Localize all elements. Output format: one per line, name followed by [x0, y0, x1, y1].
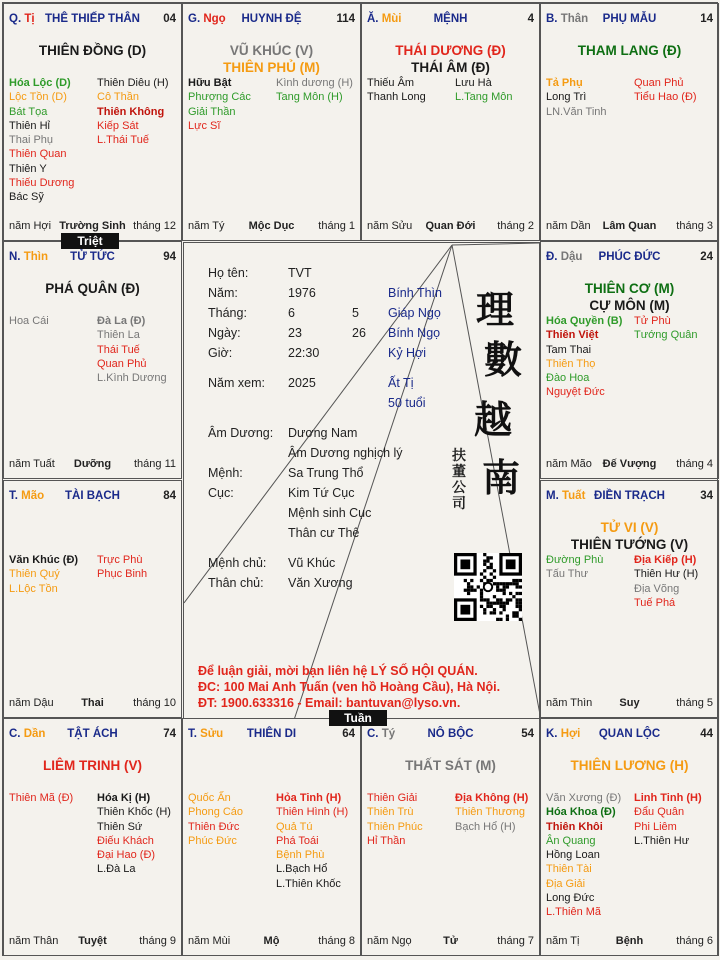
palace-position: T. Sửu: [188, 728, 224, 740]
palace-footer: [9, 697, 176, 711]
palace-position: C. Tý: [367, 728, 396, 740]
minor-star: Thái Tuế: [97, 343, 140, 356]
minor-star: Thiếu Dương: [9, 177, 75, 190]
footer-stage: Tuyệt: [78, 935, 107, 947]
info-canchi: Bính Ngọ: [388, 326, 441, 340]
palace-footer: [546, 697, 713, 711]
footer-stage: Dưỡng: [73, 458, 112, 470]
footer-stage: Lâm Quan: [602, 220, 657, 232]
palace-name: HUYNH ĐỆ: [241, 13, 302, 25]
palace-name: TỬ TỨC: [70, 251, 115, 263]
minor-stars-left: [367, 76, 426, 105]
palace-cell: [540, 480, 719, 718]
palace-footer: [367, 935, 534, 949]
palace-header: [546, 490, 713, 504]
footer-stage: Suy: [619, 697, 640, 709]
minor-star: Quả Tú: [276, 820, 313, 833]
palace-header: [9, 728, 176, 742]
main-star: VŨ KHÚC (V): [229, 43, 314, 58]
info-value: 22:30: [288, 346, 320, 360]
footer-stage: Đế Vượng: [602, 458, 657, 470]
amduong-note: Âm Dương nghịch lý: [288, 446, 403, 460]
footer-month: tháng 1: [318, 220, 355, 232]
palace-number: 114: [336, 13, 355, 25]
minor-star: Bác Sỹ: [9, 191, 44, 204]
main-stars: [183, 42, 360, 76]
minor-star: Bệnh Phù: [276, 849, 325, 862]
amduong-label: Âm Dương:: [208, 426, 274, 440]
menhchu-value: Vũ Khúc: [288, 556, 336, 570]
minor-star: Phong Cáo: [188, 806, 244, 819]
palace-footer: [9, 935, 176, 949]
minor-star: Thiên Phúc: [367, 820, 423, 833]
palace-name: TÀI BẠCH: [65, 490, 120, 502]
main-star: THIÊN LƯƠNG (H): [570, 758, 689, 773]
palace-name: QUAN LỘC: [598, 728, 661, 740]
minor-star: Tuế Phá: [634, 596, 676, 609]
main-star: THIÊN CƠ (M): [584, 281, 675, 296]
minor-stars-left: [9, 553, 78, 596]
palace-footer: [188, 220, 355, 234]
namxem-label: Năm xem:: [208, 376, 265, 390]
cuc-label: Cục:: [208, 486, 234, 500]
minor-star: Thai Phụ: [9, 134, 54, 147]
main-star: CỰ MÔN (M): [589, 298, 670, 313]
minor-star: L.Thiên Mã: [546, 906, 602, 919]
minor-star: Thiên Y: [9, 162, 47, 175]
footer-year: năm Thìn: [546, 697, 593, 709]
palace-cell: [361, 3, 540, 241]
minor-star: Hỏa Tinh (H): [276, 792, 342, 804]
minor-star: L.Thái Tuế: [97, 134, 149, 147]
minor-star: Hữu Bật: [188, 77, 232, 89]
minor-star: Thiên Hình (H): [276, 806, 349, 819]
palace-number: 34: [700, 490, 713, 502]
footer-month: tháng 5: [676, 697, 713, 709]
palace-footer: [9, 220, 176, 234]
palace-number: 64: [342, 728, 355, 740]
palace-number: 74: [163, 728, 176, 740]
palace-position: N. Thìn: [9, 251, 48, 263]
minor-star: Long Trì: [546, 91, 587, 104]
minor-star: Phục Binh: [97, 568, 148, 581]
palace-number: 24: [700, 251, 713, 263]
minor-star: Thiên Đức: [188, 820, 240, 833]
main-stars: [362, 757, 539, 774]
palace-footer: [367, 220, 534, 234]
minor-stars-left: [188, 76, 251, 133]
palace-footer: [546, 220, 713, 234]
cuc-value: Kim Tứ Cục: [288, 486, 355, 500]
minor-star: Thiên Diêu (H): [97, 77, 169, 89]
palace-header: [367, 728, 534, 742]
footer-month: tháng 10: [133, 697, 176, 709]
minor-star: Tướng Quân: [634, 329, 698, 342]
palace-position: Ă. Mùi: [367, 13, 402, 25]
cuc-relation: Mệnh sinh Cục: [288, 506, 372, 520]
palace-header: [367, 13, 534, 27]
palace-number: 4: [527, 13, 534, 25]
minor-stars-right: [276, 76, 353, 105]
footer-stage: Mộc Dục: [248, 220, 295, 232]
minor-stars-right: [634, 791, 702, 848]
info-label: Họ tên:: [208, 266, 249, 280]
minor-stars-right: [97, 791, 171, 877]
footer-month: tháng 11: [133, 458, 176, 470]
info-value-lunar: 26: [352, 326, 366, 340]
minor-star: Hóa Khoa (Đ): [546, 806, 616, 819]
minor-star: Thiên Việt: [546, 329, 599, 342]
minor-star: Tấu Thư: [546, 568, 589, 581]
palace-cell: [540, 718, 719, 956]
minor-star: Địa Kiếp (H): [634, 554, 697, 566]
calligraphy-char: 數: [484, 337, 523, 382]
minor-star: Hồng Loan: [546, 849, 600, 862]
minor-stars-left: [546, 76, 607, 119]
footer-month: tháng 6: [676, 935, 713, 947]
minor-stars-right: [97, 553, 147, 582]
footer-month: tháng 4: [676, 458, 713, 470]
palace-cell: [3, 241, 182, 479]
minor-star: Phi Liêm: [634, 820, 677, 833]
info-label: Ngày:: [208, 326, 241, 340]
footer-year: năm Dậu: [9, 697, 54, 709]
main-stars: [362, 42, 539, 76]
palace-number: 04: [163, 13, 176, 25]
minor-star: Thiên La: [97, 329, 140, 342]
palace-header: [546, 13, 713, 27]
minor-star: Lộc Tồn (D): [9, 91, 67, 104]
minor-star: Trực Phù: [97, 554, 143, 566]
palace-cell: [3, 480, 182, 718]
footer-year: năm Sửu: [367, 220, 413, 232]
main-star: THAM LANG (Đ): [577, 43, 682, 58]
footer-month: tháng 9: [139, 935, 176, 947]
minor-star: L.Thiên Khốc: [276, 877, 341, 890]
palace-position: Q. Tị: [9, 13, 35, 25]
minor-star: Địa Không (H): [455, 792, 529, 804]
minor-star: Quan Phủ: [634, 77, 684, 89]
minor-stars-left: [9, 76, 74, 205]
minor-star: Tả Phụ: [546, 77, 583, 89]
minor-star: Thiên Khốc (H): [97, 806, 171, 819]
footer-month: tháng 3: [676, 220, 713, 232]
minor-star: Kiếp Sát: [97, 119, 139, 132]
main-star: THIÊN PHỦ (M): [223, 60, 320, 75]
minor-star: Phúc Đức: [188, 834, 237, 847]
minor-star: Địa Võng: [634, 582, 680, 595]
main-star: THÁI ÂM (Đ): [411, 60, 490, 75]
minor-star: Kình dương (H): [276, 77, 353, 89]
minor-star: LN.Văn Tinh: [546, 105, 607, 118]
than-cu: Thân cư Thê: [288, 526, 360, 540]
palace-position: B. Thân: [546, 13, 589, 25]
minor-star: Thiên Quan: [9, 148, 67, 161]
palace-cell: [182, 718, 361, 956]
palace-name: THIÊN DI: [246, 728, 297, 740]
minor-star: L.Bạch Hổ: [276, 863, 328, 876]
footer-year: năm Mão: [546, 458, 592, 470]
age: 50 tuổi: [388, 396, 426, 410]
minor-stars-right: [634, 553, 698, 610]
footer-year: năm Ngọ: [367, 935, 412, 947]
main-stars: [541, 757, 718, 774]
palace-footer: [546, 458, 713, 472]
footer-stage: Trường Sinh: [59, 220, 126, 232]
minor-star: Hỉ Thần: [367, 834, 406, 847]
palace-name: PHỤ MẪU: [602, 13, 657, 25]
minor-star: Hoa Cái: [9, 315, 49, 327]
minor-star: Thiên Hư (H): [634, 568, 699, 581]
minor-star: L.Kình Dương: [97, 372, 167, 385]
thanchu-label: Thân chủ:: [208, 576, 264, 590]
palace-name: PHÚC ĐỨC: [598, 251, 661, 263]
info-value: 23: [288, 326, 302, 340]
palace-name: ĐIỀN TRẠCH: [594, 490, 665, 502]
main-stars: [4, 42, 181, 59]
minor-star: Ân Quang: [546, 834, 596, 847]
minor-stars-left: [546, 553, 603, 582]
minor-star: Thiên Hỉ: [9, 119, 50, 132]
palace-header: [188, 13, 355, 27]
palace-name: NÔ BỘC: [427, 728, 474, 740]
minor-star: Thiên Khôi: [546, 820, 603, 833]
info-value: 1976: [288, 286, 316, 300]
palace-footer: [546, 935, 713, 949]
center-info: [183, 242, 540, 719]
contact-line: ĐC: 100 Mai Anh Tuấn (ven hồ Hoàng Cầu), Hà Nội.: [198, 680, 501, 694]
palace-name: TẬT ÁCH: [67, 728, 118, 740]
palace-number: 44: [700, 728, 713, 740]
footer-month: tháng 2: [497, 220, 534, 232]
minor-star: Thiên Quý: [9, 568, 60, 581]
minor-star: Giải Thần: [188, 105, 236, 118]
minor-star: L.Đà La: [97, 863, 136, 876]
namxem-value: 2025: [288, 376, 316, 390]
palace-cell: [3, 3, 182, 241]
palace-footer: [9, 458, 176, 472]
main-stars: [4, 280, 181, 297]
palace-name: THÊ THIẾP THÂN: [45, 13, 140, 25]
palace-position: C. Dần: [9, 728, 46, 740]
minor-star: Tam Thai: [546, 343, 592, 356]
menhchu-label: Mệnh chủ:: [208, 556, 267, 570]
minor-star: Thiên Trù: [367, 806, 414, 819]
minor-star: Địa Giải: [546, 877, 586, 890]
main-star: THẤT SÁT (M): [405, 758, 496, 773]
footer-stage: Quan Đới: [425, 220, 476, 232]
palace-position: M. Tuất: [546, 490, 586, 502]
minor-star: Tiểu Hao (Đ): [634, 91, 697, 104]
triet-tag: Triệt: [61, 233, 119, 249]
info-canchi: Kỷ Hợi: [388, 346, 427, 360]
contact-block: [198, 663, 500, 711]
namxem-canchi: Ất Tị: [388, 376, 414, 390]
main-star: PHÁ QUÂN (Đ): [45, 281, 140, 296]
calligraphy-char: 理: [476, 287, 515, 332]
palace-position: Đ. Dậu: [546, 251, 583, 263]
minor-star: Thiên Mã (Đ): [9, 792, 74, 804]
minor-star: Bạch Hổ (H): [455, 820, 516, 833]
minor-star: Bát Tọa: [9, 105, 48, 118]
footer-year: năm Mùi: [188, 935, 231, 947]
minor-star: Nguyệt Đức: [546, 386, 605, 399]
palace-header: [546, 728, 713, 742]
main-stars: [541, 42, 718, 59]
footer-month: tháng 8: [318, 935, 355, 947]
minor-star: Thiên Sứ: [97, 820, 143, 833]
footer-year: năm Thân: [9, 935, 59, 947]
info-canchi: Bính Thìn: [388, 286, 442, 300]
minor-star: Thanh Long: [367, 91, 426, 104]
minor-star: Thiên Giải: [367, 792, 418, 804]
palace-header: [188, 728, 355, 742]
minor-star: Hóa Lộc (D): [9, 77, 71, 89]
minor-star: Lưu Hà: [455, 77, 492, 89]
minor-star: Văn Xương (Đ): [546, 792, 622, 804]
minor-stars-left: [367, 791, 423, 848]
tuvi-chart: [2, 2, 718, 956]
palace-cell: [3, 718, 182, 956]
main-star: LIÊM TRINH (V): [43, 758, 142, 773]
minor-star: Thiên Thương: [455, 806, 526, 819]
minor-star: Thiên Không: [97, 105, 165, 118]
minor-stars-right: [97, 314, 167, 385]
palace-cell: [540, 3, 719, 241]
footer-stage: Tử: [443, 935, 458, 947]
info-value: 6: [288, 306, 295, 320]
contact-line: ĐT: 1900.633316 - Email: bantuvan@lyso.vn.: [198, 696, 461, 710]
main-star: THIÊN ĐỒNG (D): [38, 43, 147, 58]
minor-star: Phá Toái: [276, 834, 319, 847]
palace-footer: [188, 935, 355, 949]
minor-star: Phượng Các: [188, 91, 251, 104]
minor-star: Tang Môn (H): [276, 91, 343, 104]
tuan-tag: Tuần: [329, 710, 387, 726]
minor-stars-right: [276, 791, 348, 891]
main-stars: [541, 280, 718, 314]
minor-stars-left: [546, 314, 622, 400]
minor-star: Tử Phù: [634, 315, 671, 327]
palace-number: 84: [163, 490, 176, 502]
minor-star: Cô Thần: [97, 91, 139, 104]
palace-number: 14: [700, 13, 713, 25]
main-star: TỬ VI (V): [600, 520, 659, 535]
palace-cell: [182, 3, 361, 241]
minor-star: Long Đức: [546, 892, 595, 905]
minor-stars-right: [97, 76, 169, 147]
info-value: TVT: [288, 266, 312, 280]
minor-stars-right: [634, 314, 698, 343]
palace-position: G. Ngọ: [188, 13, 226, 25]
palace-number: 94: [163, 251, 176, 263]
menh-label: Mệnh:: [208, 466, 243, 480]
contact-line: Để luận giải, mời bạn liên hệ LÝ SỐ HỘI QUÁN.: [198, 664, 478, 678]
minor-star: Đại Hao (Đ): [97, 849, 156, 862]
minor-star: Thiên Tài: [546, 863, 592, 876]
qr-code-icon: [454, 553, 522, 621]
calligraphy-char: 南: [482, 455, 521, 500]
footer-year: năm Tị: [546, 935, 580, 947]
thanchu-value: Văn Xương: [288, 576, 353, 590]
minor-star: Lực Sĩ: [188, 119, 221, 132]
info-value-lunar: 5: [352, 306, 359, 320]
minor-star: Hóa Quyền (B): [546, 315, 623, 327]
sub-calligraphy: 扶董公司: [452, 448, 466, 512]
minor-star: Thiên Thọ: [546, 357, 596, 370]
palace-name: MỆNH: [433, 13, 468, 25]
palace-position: T. Mão: [9, 490, 45, 502]
palace-number: 54: [521, 728, 534, 740]
footer-month: tháng 7: [497, 935, 534, 947]
minor-stars-left: [9, 314, 49, 328]
info-label: Giờ:: [208, 346, 233, 360]
palace-position: K. Hợi: [546, 728, 581, 740]
minor-stars-right: [634, 76, 697, 105]
main-star: THIÊN TƯỚNG (V): [570, 537, 689, 552]
minor-star: L.Thiên Hư: [634, 834, 690, 847]
minor-star: L.Tang Môn: [455, 91, 513, 104]
footer-year: năm Dần: [546, 220, 591, 232]
minor-star: Văn Khúc (Đ): [9, 554, 79, 566]
minor-stars-left: [546, 791, 621, 920]
palace-header: [546, 251, 713, 265]
minor-star: Quốc Ấn: [188, 792, 231, 804]
menh-value: Sa Trung Thổ: [288, 466, 364, 480]
minor-star: Quan Phủ: [97, 357, 147, 370]
minor-star: Đào Hoa: [546, 372, 590, 385]
footer-year: năm Tuất: [9, 458, 55, 470]
palace-cell: [361, 718, 540, 956]
info-canchi: Giáp Ngọ: [388, 306, 441, 320]
minor-star: Linh Tinh (H): [634, 792, 702, 804]
footer-month: tháng 12: [133, 220, 176, 232]
minor-star: L.Lộc Tồn: [9, 582, 58, 595]
minor-stars-left: [9, 791, 73, 805]
footer-year: năm Tý: [188, 220, 225, 232]
minor-star: Điếu Khách: [97, 834, 154, 847]
minor-star: Thiếu Âm: [367, 77, 415, 89]
main-stars: [4, 757, 181, 774]
minor-stars-right: [455, 76, 512, 105]
minor-stars-right: [455, 791, 528, 834]
palace-cell: [540, 241, 719, 479]
footer-stage: Mộ: [263, 935, 280, 947]
palace-header: [9, 251, 176, 265]
footer-stage: Thai: [81, 697, 104, 709]
minor-stars-left: [188, 791, 243, 848]
info-label: Năm:: [208, 286, 238, 300]
palace-header: [9, 13, 176, 27]
info-label: Tháng:: [208, 306, 247, 320]
footer-stage: Bệnh: [615, 935, 644, 947]
main-stars: [541, 519, 718, 553]
footer-year: năm Hợi: [9, 220, 52, 232]
minor-star: Đẩu Quân: [634, 806, 685, 819]
minor-star: Đường Phù: [546, 554, 604, 566]
minor-star: Đà La (Đ): [97, 315, 146, 327]
minor-star: Hóa Kị (H): [97, 792, 151, 804]
palace-header: [9, 490, 176, 504]
amduong-value: Dương Nam: [288, 426, 358, 440]
main-star: THÁI DƯƠNG (Đ): [395, 43, 506, 58]
calligraphy-char: 越: [474, 397, 513, 442]
